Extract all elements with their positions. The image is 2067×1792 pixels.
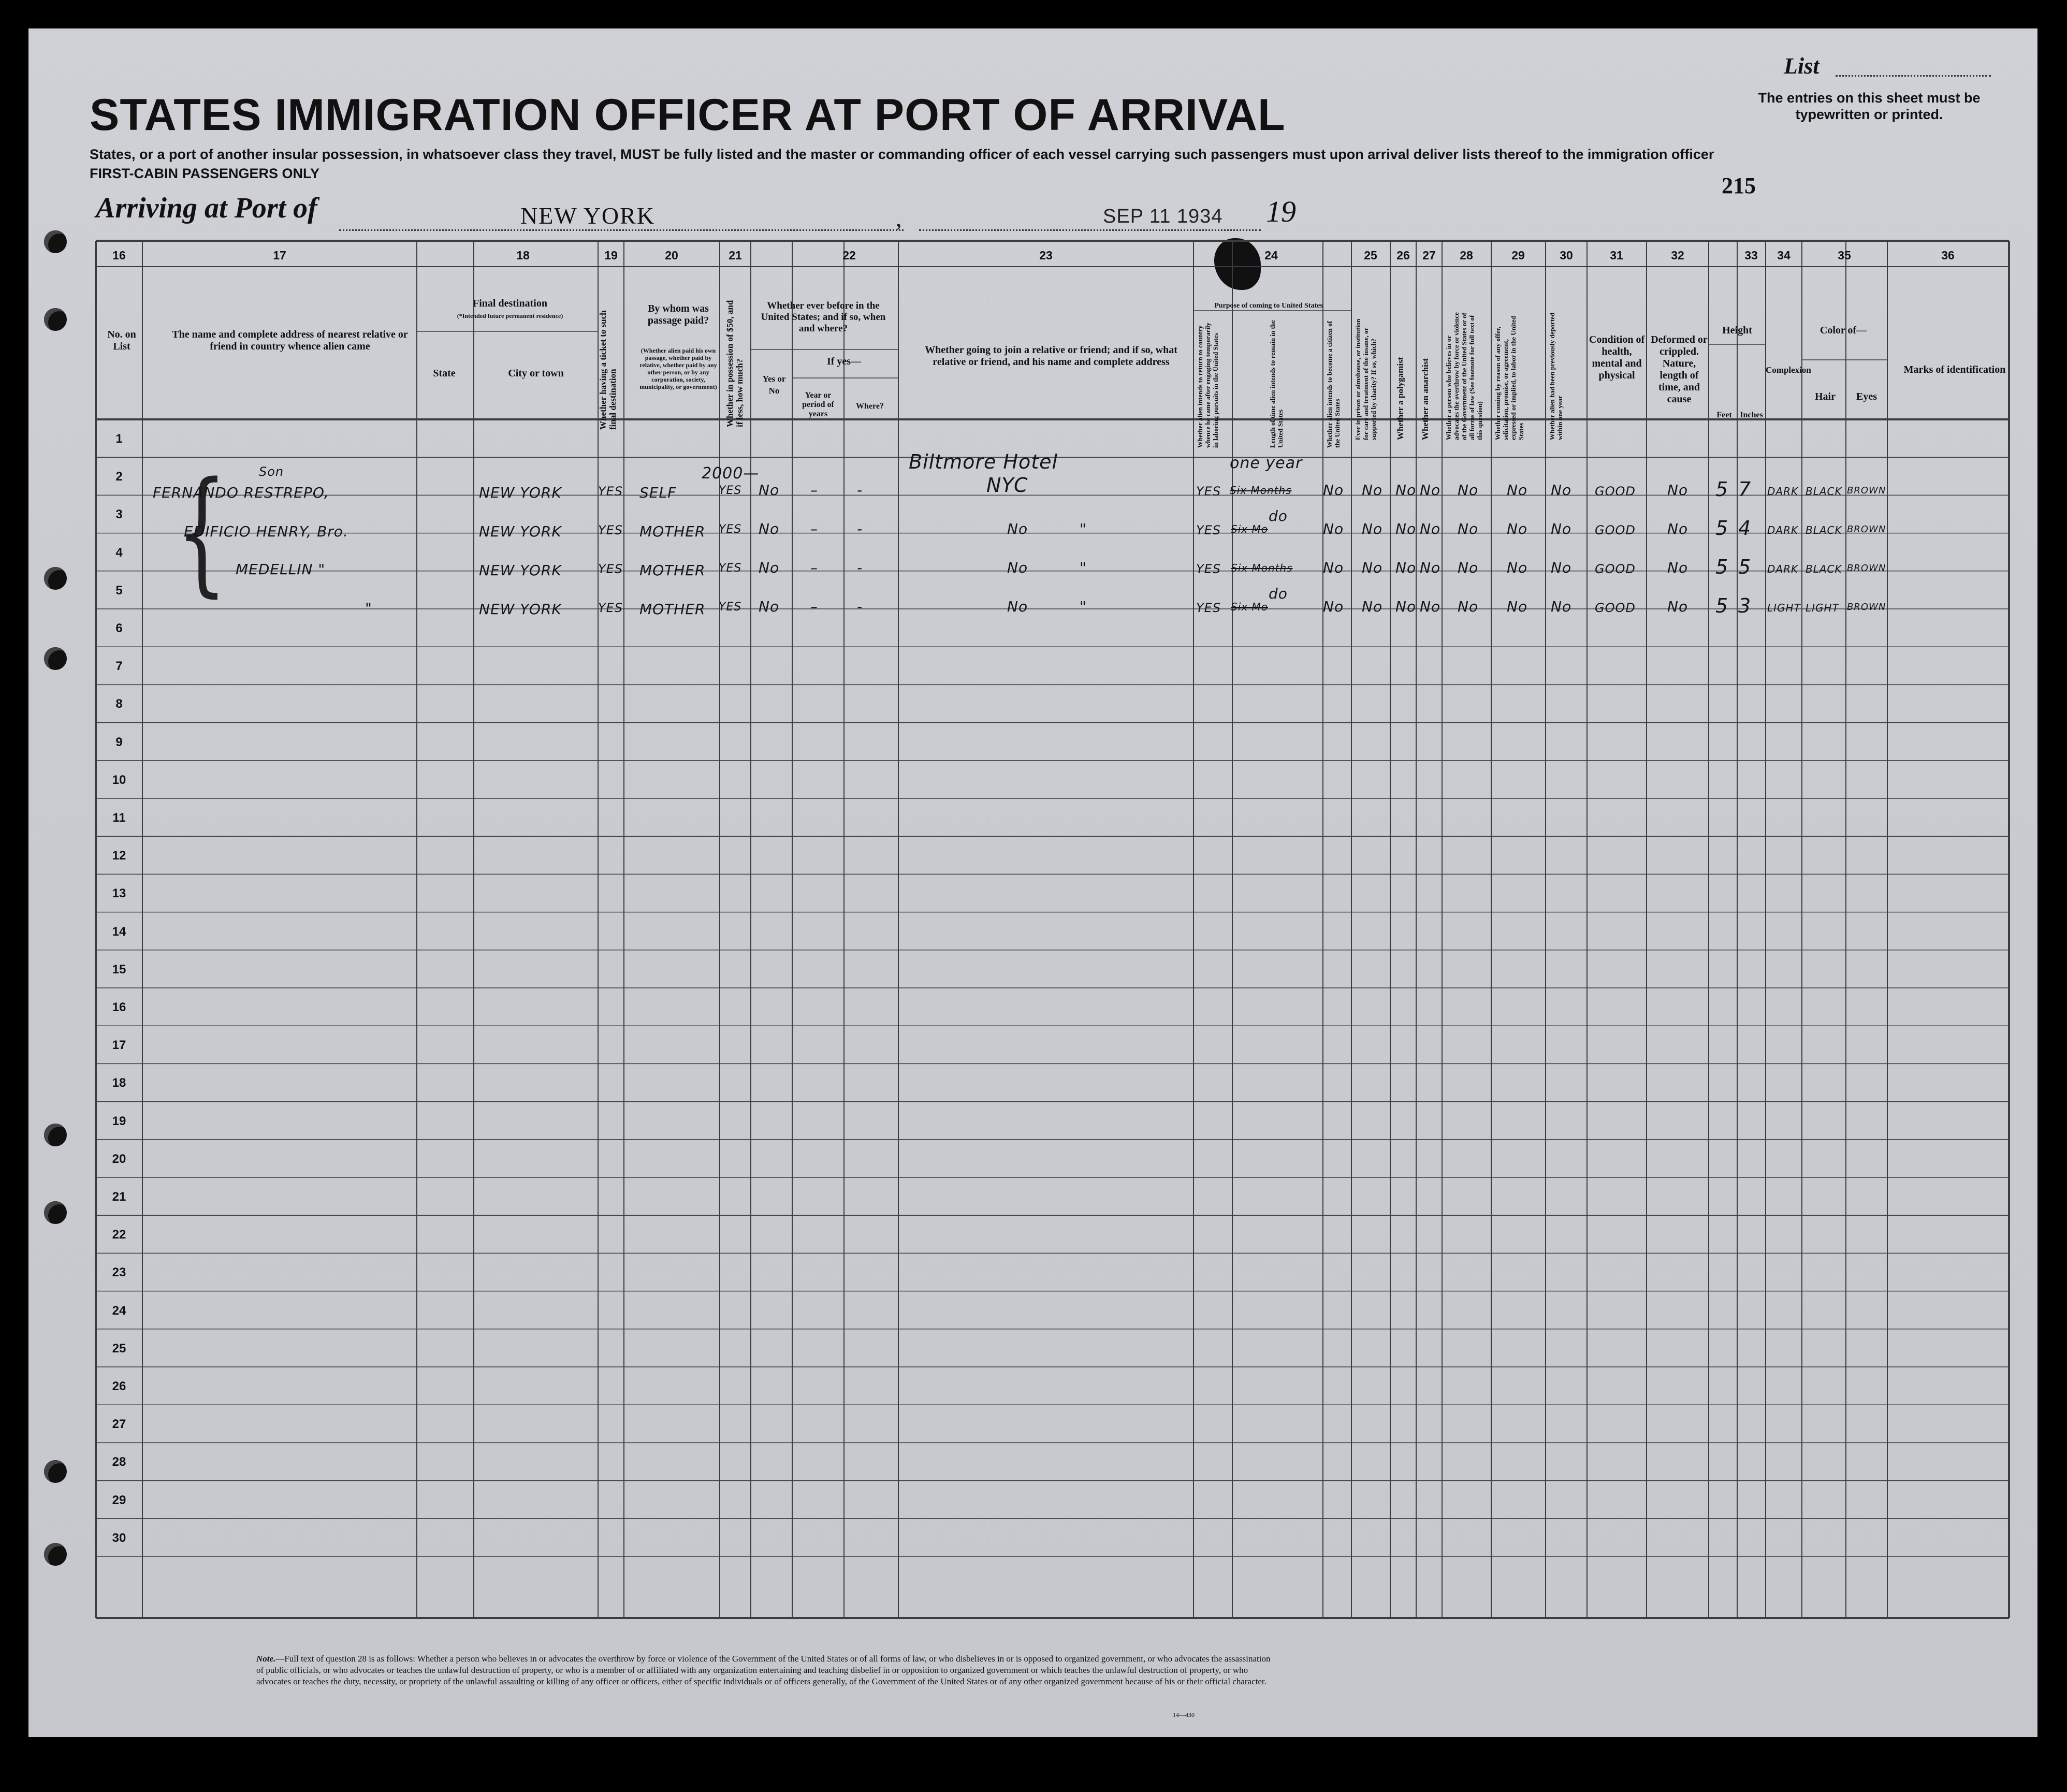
paid-by-cell: MOTHER (639, 562, 706, 579)
anarchist-cell: No (1420, 559, 1441, 576)
manifest-sheet (28, 28, 2037, 1737)
paid-by-cell: MOTHER (639, 601, 706, 618)
join-cell-line2: " (1080, 598, 1087, 615)
ever-before-cell: No (759, 598, 780, 615)
row-number: 11 (112, 811, 126, 825)
prison-cell: No (1362, 520, 1383, 537)
anarchist-cell: No (1420, 482, 1441, 499)
money-cell: YES (719, 601, 742, 614)
header-overthrow: Whether a person who believes in or advocates the overthrow by force or violence of the Government of the United States or of all forms of law (See footnote for full text of this question) (1445, 312, 1483, 440)
header-inches: Inches (1740, 411, 1763, 419)
where-cell: - (857, 482, 863, 499)
overthrow-cell: No (1458, 520, 1479, 537)
paid-by-cell: SELF (639, 484, 677, 501)
length-cell: Six Mo (1231, 523, 1268, 535)
feet-cell: 5 (1715, 478, 1729, 501)
row-number: 25 (112, 1341, 126, 1356)
column-number: 25 (1364, 249, 1377, 262)
row-number: 22 (112, 1228, 126, 1242)
deported-cell: No (1551, 598, 1572, 615)
header-polygamist: Whether a polygamist (1395, 357, 1405, 440)
column-number: 20 (665, 249, 678, 262)
header-year-period: Year or period of years (802, 391, 834, 418)
join-cell: No (1007, 598, 1028, 615)
city-cell: NEW YORK (479, 601, 562, 618)
deformed-cell: No (1667, 520, 1688, 537)
join-cell-line2: " (1080, 559, 1087, 576)
relative-cell: MEDELLIN " (236, 561, 326, 578)
relative-cell: EDIFICIO HENRY, Bro. (184, 523, 348, 540)
purpose-return-cell: YES (1196, 562, 1221, 576)
row-number: 27 (112, 1417, 126, 1432)
header-passage-paid: By whom was passage paid? (647, 303, 709, 326)
complexion-cell: DARK (1767, 485, 1799, 498)
money-cell: YES (719, 484, 742, 497)
sheet-number: 215 (1722, 173, 1756, 198)
relative-note: Son (259, 464, 284, 479)
join-cell: No (1007, 520, 1028, 537)
row-number: 19 (112, 1114, 126, 1128)
column-number: 22 (842, 249, 856, 262)
header-city-or-town: City or town (508, 368, 564, 379)
header-final-destination: Final destination (473, 298, 547, 309)
row-number: 2 (115, 470, 123, 484)
eyes-cell: BROWN (1847, 485, 1886, 496)
polygamist-cell: No (1395, 520, 1417, 537)
anarchist-cell: No (1420, 520, 1441, 537)
ticket-cell: YES (598, 523, 623, 537)
subtitle: FIRST-CABIN PASSENGERS ONLY (90, 166, 320, 181)
header-deported: Whether alien had been previously deported within one year (1548, 312, 1564, 440)
row-number: 13 (112, 886, 126, 901)
header-health: Condition of health, mental and physical (1589, 334, 1645, 381)
date-stamp: SEP 11 1934 (1103, 206, 1223, 227)
length-cell: Six Mo (1231, 601, 1268, 613)
row-number: 26 (112, 1379, 126, 1393)
column-number: 28 (1460, 249, 1473, 262)
inches-cell: 7 (1738, 478, 1752, 501)
feet-cell: 5 (1715, 556, 1729, 578)
purpose-return-cell: YES (1196, 523, 1221, 537)
ticket-cell: YES (598, 601, 623, 615)
form-grid (28, 28, 2037, 1737)
column-number: 31 (1610, 249, 1623, 262)
header-if-yes: If yes— (826, 356, 862, 367)
polygamist-cell: No (1395, 598, 1417, 615)
row-number: 30 (112, 1531, 126, 1545)
length-note: do (1269, 507, 1288, 525)
column-number: 16 (112, 249, 126, 262)
length-cell: Six Months (1230, 484, 1292, 497)
brace-mark: { (176, 454, 228, 610)
year-cell: – (810, 598, 818, 615)
header-final-destination-note: (*Intended future permanent residence) (457, 312, 563, 319)
header-ticket: Whether having a ticket to such final destination (598, 310, 618, 430)
deformed-cell: No (1667, 482, 1688, 499)
overthrow-cell: No (1458, 598, 1479, 615)
money-note: 2000— (702, 464, 760, 483)
paid-by-cell: MOTHER (639, 523, 706, 540)
complexion-cell: DARK (1767, 563, 1799, 575)
relative-cell: " (365, 600, 372, 617)
header-state: State (433, 368, 456, 379)
column-number: 17 (273, 249, 286, 262)
page-title: STATES IMMIGRATION OFFICER AT PORT OF ARRIVAL (90, 90, 1286, 140)
join-cell-line2: " (1080, 520, 1087, 537)
where-cell: - (857, 598, 863, 615)
header-hair: Hair (1815, 391, 1836, 402)
year-cell: – (810, 482, 818, 499)
row-number: 28 (112, 1455, 126, 1469)
deported-cell: No (1551, 559, 1572, 576)
row-number: 23 (112, 1265, 126, 1280)
header-possession-50: Whether in possession of $50, and if less, how much? (725, 300, 745, 427)
footnote-text: —Full text of question 28 is as follows: Whether a person who believes in or advocates the overthrow by force or violence of the Government of the United States or of all forms of law, or who disbelieves in or is opposed to organized government, or who advocates the assassination of public officials, or who advocates or teaches the unlawful destruction of property, or who is a member of or affiliated with any organization entertaining and teaching disbelief in or opposition to organized government or which teaches the unlawful destruction of property, or who advocates or teaches the duty, necessity, or propriety of the unlawful assaulting or killing of any officer or officers, either of specific individuals or of officers generally, of the Government of the United States or of any other organized government because of his or their official character. (256, 1654, 1271, 1686)
citizen-cell: No (1323, 598, 1344, 615)
row-number: 15 (112, 962, 126, 977)
ticket-cell: YES (598, 562, 623, 576)
complexion-cell: LIGHT (1767, 602, 1801, 614)
arriving-label: Arriving at Port of (96, 192, 317, 224)
contract-cell: No (1507, 520, 1528, 537)
prison-cell: No (1362, 559, 1383, 576)
year-cell: – (810, 520, 818, 537)
header-color-of: Color of— (1819, 325, 1867, 336)
column-number: 30 (1560, 249, 1573, 262)
row-number: 8 (115, 697, 123, 711)
comma: , (896, 205, 902, 231)
header-contract: Whether coming by reason of any offer, solicitation, promise, or agreement, expressed or implied, to labor in the United States (1494, 316, 1525, 440)
year-cell: – (810, 559, 818, 576)
header-purpose-length: Length of time alien intends to remain in the United States (1269, 320, 1284, 448)
column-number: 21 (729, 249, 742, 262)
row-number: 14 (112, 924, 126, 939)
citizen-cell: No (1323, 559, 1344, 576)
row-number: 17 (112, 1038, 126, 1053)
prison-cell: No (1362, 598, 1383, 615)
hair-cell: LIGHT (1806, 602, 1839, 614)
header-no-on-list: No. on List (107, 329, 136, 352)
footnote-label: Note. (256, 1654, 276, 1664)
citizen-cell: No (1323, 520, 1344, 537)
health-cell: GOOD (1595, 601, 1636, 615)
row-number: 7 (115, 659, 123, 674)
complexion-cell: DARK (1767, 524, 1799, 536)
header-marks: Marks of identification (1903, 364, 2006, 375)
length-note: one year (1230, 454, 1303, 472)
header-deformed: Deformed or crippled. Nature, length of time, and cause (1651, 334, 1708, 405)
row-number: 9 (115, 735, 123, 749)
eyes-cell: BROWN (1847, 524, 1886, 535)
column-number: 35 (1838, 249, 1851, 262)
prison-cell: No (1362, 482, 1383, 499)
ever-before-cell: No (759, 559, 780, 576)
column-number: 34 (1777, 249, 1791, 262)
row-number: 3 (115, 507, 123, 522)
ever-before-cell: No (759, 520, 780, 537)
row-number: 18 (112, 1076, 126, 1090)
length-note: do (1269, 585, 1288, 602)
money-cell: YES (719, 523, 742, 536)
feet-cell: 5 (1715, 594, 1729, 617)
port-value: NEW YORK (520, 202, 656, 229)
inches-cell: 4 (1738, 517, 1752, 540)
header-eyes: Eyes (1856, 391, 1877, 402)
deported-cell: No (1551, 482, 1572, 499)
row-number: 5 (115, 583, 123, 598)
row-number: 20 (112, 1152, 126, 1166)
list-label: List (1784, 53, 1819, 79)
hair-cell: BLACK (1806, 485, 1842, 498)
header-join-relative: Whether going to join a relative or friend; and if so, what relative or friend, and his name and complete address (925, 344, 1177, 368)
contract-cell: No (1507, 598, 1528, 615)
inches-cell: 5 (1738, 556, 1752, 578)
row-number: 21 (112, 1190, 126, 1204)
contract-cell: No (1507, 559, 1528, 576)
contract-cell: No (1507, 482, 1528, 499)
column-number: 18 (516, 249, 530, 262)
polygamist-cell: No (1395, 559, 1417, 576)
header-yes-or-no: Yes or No (762, 374, 786, 396)
city-cell: NEW YORK (479, 562, 562, 579)
column-number: 24 (1264, 249, 1278, 262)
anarchist-cell: No (1420, 598, 1441, 615)
header-purpose-citizen: Whether alien intends to become a citizen of the United States (1326, 321, 1341, 448)
inches-cell: 3 (1738, 594, 1752, 617)
hair-cell: BLACK (1806, 563, 1842, 575)
header-purpose-return: Whether alien intends to return to country whence he came after engaging temporarily in laboring pursuits in the United States (1196, 322, 1219, 448)
health-cell: GOOD (1595, 484, 1636, 499)
length-cell: Six Months (1231, 562, 1293, 574)
relative-cell: FERNANDO RESTREPO, (153, 484, 329, 501)
ever-before-cell: No (759, 482, 780, 499)
deformed-cell: No (1667, 598, 1688, 615)
overthrow-cell: No (1458, 559, 1479, 576)
overthrow-cell: No (1458, 482, 1479, 499)
row-number: 12 (112, 849, 126, 863)
citizen-cell: No (1323, 482, 1344, 499)
eyes-cell: BROWN (1847, 563, 1886, 574)
column-number: 29 (1511, 249, 1525, 262)
join-cell: Biltmore Hotel (909, 450, 1058, 473)
eyes-cell: BROWN (1847, 602, 1886, 613)
instructions-text: States, or a port of another insular possession, in whatsoever class they travel, MUST be fully listed and the master or commanding officer of each vessel carrying such passengers must upon arrival deliver lists thereof to the immigration officer (90, 147, 1714, 162)
purpose-return-cell: YES (1196, 484, 1221, 499)
column-number: 23 (1039, 249, 1053, 262)
header-prison: Ever in prison or almshouse, or institution for care and treatment of the insane, or supported by charity? If so, which? (1354, 318, 1377, 440)
row-number: 1 (115, 432, 123, 446)
deported-cell: No (1551, 520, 1572, 537)
header-ever-before: Whether ever before in the United States; and if so, when and where? (761, 300, 886, 334)
purpose-return-cell: YES (1196, 601, 1221, 615)
column-number: 32 (1671, 249, 1684, 262)
form-number: 14—430 (1173, 1711, 1195, 1718)
column-number: 26 (1396, 249, 1410, 262)
health-cell: GOOD (1595, 523, 1636, 537)
city-cell: NEW YORK (479, 484, 562, 501)
header-where: Where? (856, 402, 884, 411)
row-number: 29 (112, 1493, 126, 1507)
row-number: 24 (112, 1303, 126, 1318)
header-purpose: Purpose of coming to United States (1214, 302, 1323, 310)
row-number: 10 (112, 773, 126, 787)
money-cell: YES (719, 562, 742, 575)
header-anarchist: Whether an anarchist (1420, 358, 1430, 440)
join-cell: No (1007, 559, 1028, 576)
typewritten-notice: The entries on this sheet must be typewritten or printed. (1758, 90, 1981, 122)
hair-cell: BLACK (1806, 524, 1842, 536)
row-number: 6 (115, 621, 123, 635)
column-number: 33 (1744, 249, 1758, 262)
footnote (256, 1653, 1271, 1687)
deformed-cell: No (1667, 559, 1688, 576)
city-cell: NEW YORK (479, 523, 562, 540)
feet-cell: 5 (1715, 517, 1729, 540)
column-number: 19 (604, 249, 618, 262)
header-relative-address: The name and complete address of nearest relative or friend in country whence alien came (172, 329, 408, 352)
year-prefix: 19 (1266, 195, 1296, 228)
join-cell-line2: NYC (986, 474, 1028, 497)
polygamist-cell: No (1395, 482, 1417, 499)
column-number: 27 (1422, 249, 1436, 262)
header-passage-paid-note: (Whether alien paid his own passage, whether paid by relative, whether paid by any other person, or by any corporation, society, municipality, or government) (639, 347, 717, 390)
header-complexion: Complexion (1766, 365, 1811, 375)
header-height: Height (1722, 325, 1752, 336)
health-cell: GOOD (1595, 562, 1636, 576)
column-number: 36 (1941, 249, 1955, 262)
where-cell: - (857, 520, 863, 537)
where-cell: - (857, 559, 863, 576)
ticket-cell: YES (598, 484, 623, 499)
row-number: 16 (112, 1000, 126, 1014)
header-feet: Feet (1716, 411, 1732, 419)
row-number: 4 (115, 545, 123, 560)
